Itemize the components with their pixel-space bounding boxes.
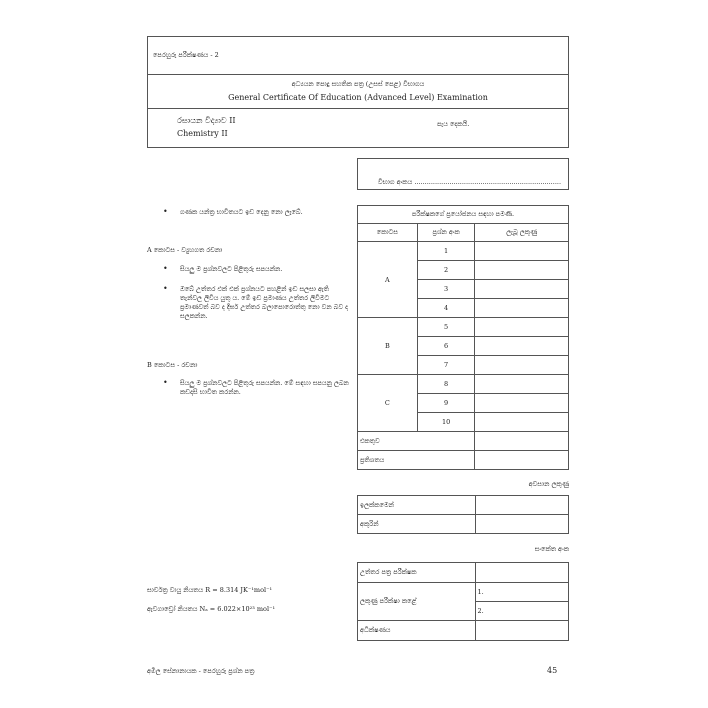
question-number: 6 [417, 337, 475, 356]
marks-cell[interactable] [475, 413, 569, 432]
question-number: 4 [417, 299, 475, 318]
marks-cell[interactable] [475, 375, 569, 394]
subject-sinhala: රසායන විද්‍යාව II [177, 116, 236, 125]
marks-cell[interactable] [475, 356, 569, 375]
section-a-instruction-1: සියලු ම ප්‍රශ්නවලට පිළිතුරු සපයන්න. [180, 265, 283, 273]
section-b-instruction-1: සියලු ම ප්‍රශ්නවලට පිළිතුරු සපයන්න. මේ සඳහා සපයනු ලබන කඩදාසි භාවිත කරන්න. [180, 379, 349, 396]
exam-duration: පැය දෙකයි. [437, 120, 470, 128]
final-marks-numeric-cell[interactable] [475, 496, 568, 515]
subject-english: Chemistry II [177, 129, 228, 138]
question-number: 8 [417, 375, 475, 394]
final-marks-table [357, 495, 569, 534]
marks-cell[interactable] [475, 394, 569, 413]
paper-label: පෙරහුරු පරීක්ෂණය - 2 [153, 51, 219, 59]
code-numbers-title: සංකේත අංක [534, 545, 569, 553]
checker-slot-1[interactable]: 1. [475, 583, 569, 602]
page-number: 45 [547, 666, 558, 675]
question-number: 9 [417, 394, 475, 413]
header-marks-obtained: ලැබූ ලකුණු [475, 224, 569, 242]
section-b-cell: B [358, 318, 418, 375]
marks-cell[interactable] [475, 280, 569, 299]
marks-cell[interactable] [475, 261, 569, 280]
final-marks-words-label: අකුරින් [358, 515, 476, 534]
section-a-instruction-2: ඔබේ උත්තර එක් එක් ප්‍රශ්නයට පහළින් ඉඩ සලසා ඇති තැන්වල ලිවිය යුතු ය. මේ ඉඩ ප්‍රමාණය උත්තර ලිවීමට ප්‍රමාණවත් බව ද දීර්ඝ උත්තර බලාපොරොත්තු නො වන බව ද සලකන්න. [180, 285, 348, 320]
gas-constant: සාර්වත්‍ර වායු නියතය R = 8.314 JK⁻¹mol⁻¹ [147, 586, 273, 594]
examiner-table-title: පරීක්ෂකගේ ප්‍රයෝජනය සඳහා පමණි. [358, 206, 569, 224]
section-a-cell: A [358, 242, 418, 318]
exam-title-sinhala: අධ්‍යයන පොදු සහතික පත්‍ර (උසස් පෙළ) විභාගය [291, 80, 425, 88]
bullet-icon: • [163, 207, 168, 216]
section-b-title: B කොටස - රචනා [147, 361, 198, 369]
question-number: 5 [417, 318, 475, 337]
percentage-label: ප්‍රතිශතය [358, 451, 475, 470]
question-number: 7 [417, 356, 475, 375]
examiner-marks-table [357, 205, 569, 470]
marks-cell[interactable] [475, 318, 569, 337]
final-marks-title: අවසාන ලකුණු [528, 480, 569, 488]
marks-cell[interactable] [475, 337, 569, 356]
marks-cell[interactable] [475, 299, 569, 318]
section-a-title: A කොටස - ව්‍යුහගත රචනා [147, 246, 223, 254]
footer-author: අමිල සේනානායක - පෙරහුරු ප්‍රශ්න පත්‍ර [147, 667, 255, 675]
header-divider-2 [147, 108, 569, 109]
marks-checked-label: ලකුණු පරීක්ෂා කළේ [358, 583, 476, 621]
header-divider-1 [147, 74, 569, 75]
total-label: එකතුව [358, 432, 475, 451]
marks-cell[interactable] [475, 242, 569, 261]
header-section: කොටස [358, 224, 418, 242]
bullet-icon: • [163, 284, 168, 293]
total-marks-cell[interactable] [475, 432, 569, 451]
exam-title-english: General Certificate Of Education (Advanced Level) Examination [228, 93, 488, 102]
question-number: 1 [417, 242, 475, 261]
section-c-cell: C [358, 375, 418, 432]
bullet-icon: • [163, 378, 168, 387]
supervised-cell[interactable] [475, 621, 569, 641]
question-number: 10 [417, 413, 475, 432]
answer-script-examiner-cell[interactable] [475, 563, 569, 583]
supervised-label: අධීක්ෂණය [358, 621, 476, 641]
percentage-cell[interactable] [475, 451, 569, 470]
avogadro-constant: ඇවගාඩ්‍රෝ නියතය Nₐ = 6.022×10²³ mol⁻¹ [147, 605, 276, 613]
checker-slot-2[interactable]: 2. [475, 602, 569, 621]
answer-script-examiner-label: උත්තර පත්‍ර පරීක්ෂක [358, 563, 476, 583]
index-number-label: විභාග අංකය ....................................................................... [378, 178, 562, 186]
final-marks-numeric-label: ඉලක්කමෙන් [358, 496, 476, 515]
question-number: 3 [417, 280, 475, 299]
question-number: 2 [417, 261, 475, 280]
code-numbers-table [357, 562, 569, 641]
general-instruction: ගණක යන්ත්‍ර භාවිතයට ඉඩ දෙනු නො ලැබේ. [180, 208, 303, 216]
bullet-icon: • [163, 264, 168, 273]
header-question-number: ප්‍රශ්න අංක [417, 224, 475, 242]
final-marks-words-cell[interactable] [475, 515, 568, 534]
